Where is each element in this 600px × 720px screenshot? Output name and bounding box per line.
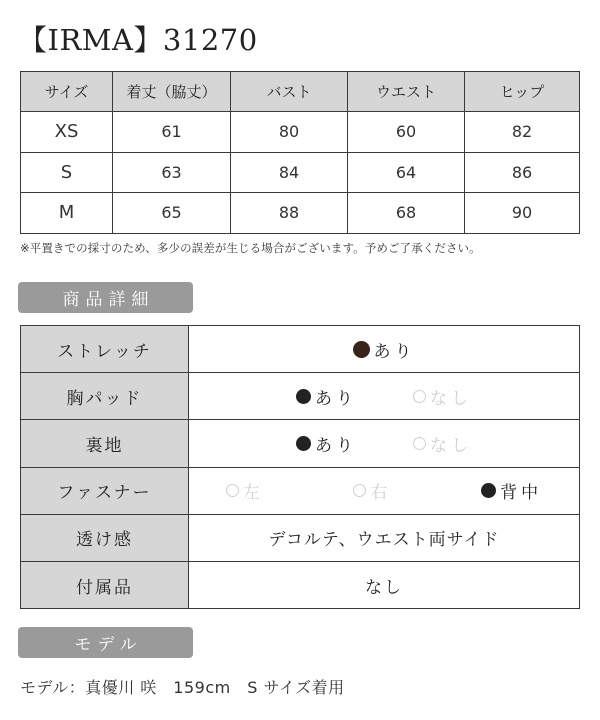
empty-circle-icon	[413, 390, 426, 403]
detail-row-bust-pad	[21, 373, 580, 420]
option-label: あり	[373, 341, 416, 362]
detail-value: なし	[189, 561, 580, 608]
table-row	[21, 152, 580, 193]
header-bust: バスト	[231, 72, 348, 112]
option-label: 右	[370, 483, 392, 504]
option-selected	[481, 478, 542, 503]
detail-row-accessories	[21, 561, 580, 608]
detail-label: 裏地	[21, 420, 189, 467]
size-cell: S	[21, 152, 113, 193]
option-unselected	[353, 478, 391, 503]
option-selected	[296, 384, 357, 409]
detail-value	[189, 326, 580, 373]
size-cell: XS	[21, 112, 113, 153]
size-table	[20, 71, 580, 234]
header-waist: ウエスト	[348, 72, 465, 112]
length-cell: 63	[113, 152, 231, 193]
detail-label: ファスナー	[21, 467, 189, 514]
header-size: サイズ	[21, 72, 113, 112]
bust-cell: 84	[231, 152, 348, 193]
detail-value	[189, 373, 580, 420]
size-cell: M	[21, 193, 113, 234]
option-unselected	[413, 431, 472, 456]
option-unselected	[226, 478, 264, 503]
measurement-note: ※平置きでの採寸のため、多少の誤差が生じる場合がございます。予めご了承ください。	[20, 241, 481, 255]
option-label: あり	[315, 388, 357, 409]
section-heading-model: モデル	[18, 627, 193, 658]
option-label: なし	[430, 388, 472, 409]
empty-circle-icon	[353, 484, 366, 497]
filled-circle-icon	[481, 483, 496, 498]
detail-value	[189, 420, 580, 467]
detail-row-lining	[21, 420, 580, 467]
detail-row-stretch	[21, 326, 580, 373]
bust-cell: 80	[231, 112, 348, 153]
length-cell: 65	[113, 193, 231, 234]
waist-cell: 60	[348, 112, 465, 153]
waist-cell: 68	[348, 193, 465, 234]
size-table-header	[21, 72, 580, 112]
hip-cell: 82	[465, 112, 580, 153]
option-label: なし	[430, 435, 472, 456]
empty-circle-icon	[413, 437, 426, 450]
detail-row-fastener	[21, 467, 580, 514]
table-row	[21, 193, 580, 234]
section-heading-details: 商品詳細	[18, 282, 193, 313]
hip-cell: 86	[465, 152, 580, 193]
length-cell: 61	[113, 112, 231, 153]
detail-value	[189, 467, 580, 514]
waist-cell: 64	[348, 152, 465, 193]
detail-label: 胸パッド	[21, 373, 189, 420]
option-label: 左	[242, 483, 264, 504]
header-hip: ヒップ	[465, 72, 580, 112]
option-label: 背中	[500, 483, 543, 504]
filled-circle-icon	[353, 341, 370, 358]
option-label: あり	[315, 435, 357, 456]
detail-label: 付属品	[21, 561, 189, 608]
product-title: 【IRMA】31270	[18, 23, 258, 57]
hip-cell: 90	[465, 193, 580, 234]
details-table	[20, 325, 580, 609]
bust-cell: 88	[231, 193, 348, 234]
filled-circle-icon	[296, 436, 311, 451]
option-selected	[296, 431, 357, 456]
model-info: モデル：真優川 咲 159cm S サイズ着用	[20, 678, 345, 697]
option-selected	[353, 337, 416, 362]
detail-value: デコルテ、ウエスト両サイド	[189, 514, 580, 561]
option-unselected	[413, 384, 472, 409]
table-row	[21, 112, 580, 153]
header-length: 着丈（脇丈）	[113, 72, 231, 112]
detail-label: 透け感	[21, 514, 189, 561]
detail-label: ストレッチ	[21, 326, 189, 373]
empty-circle-icon	[226, 484, 239, 497]
detail-row-sheer	[21, 514, 580, 561]
filled-circle-icon	[296, 389, 311, 404]
